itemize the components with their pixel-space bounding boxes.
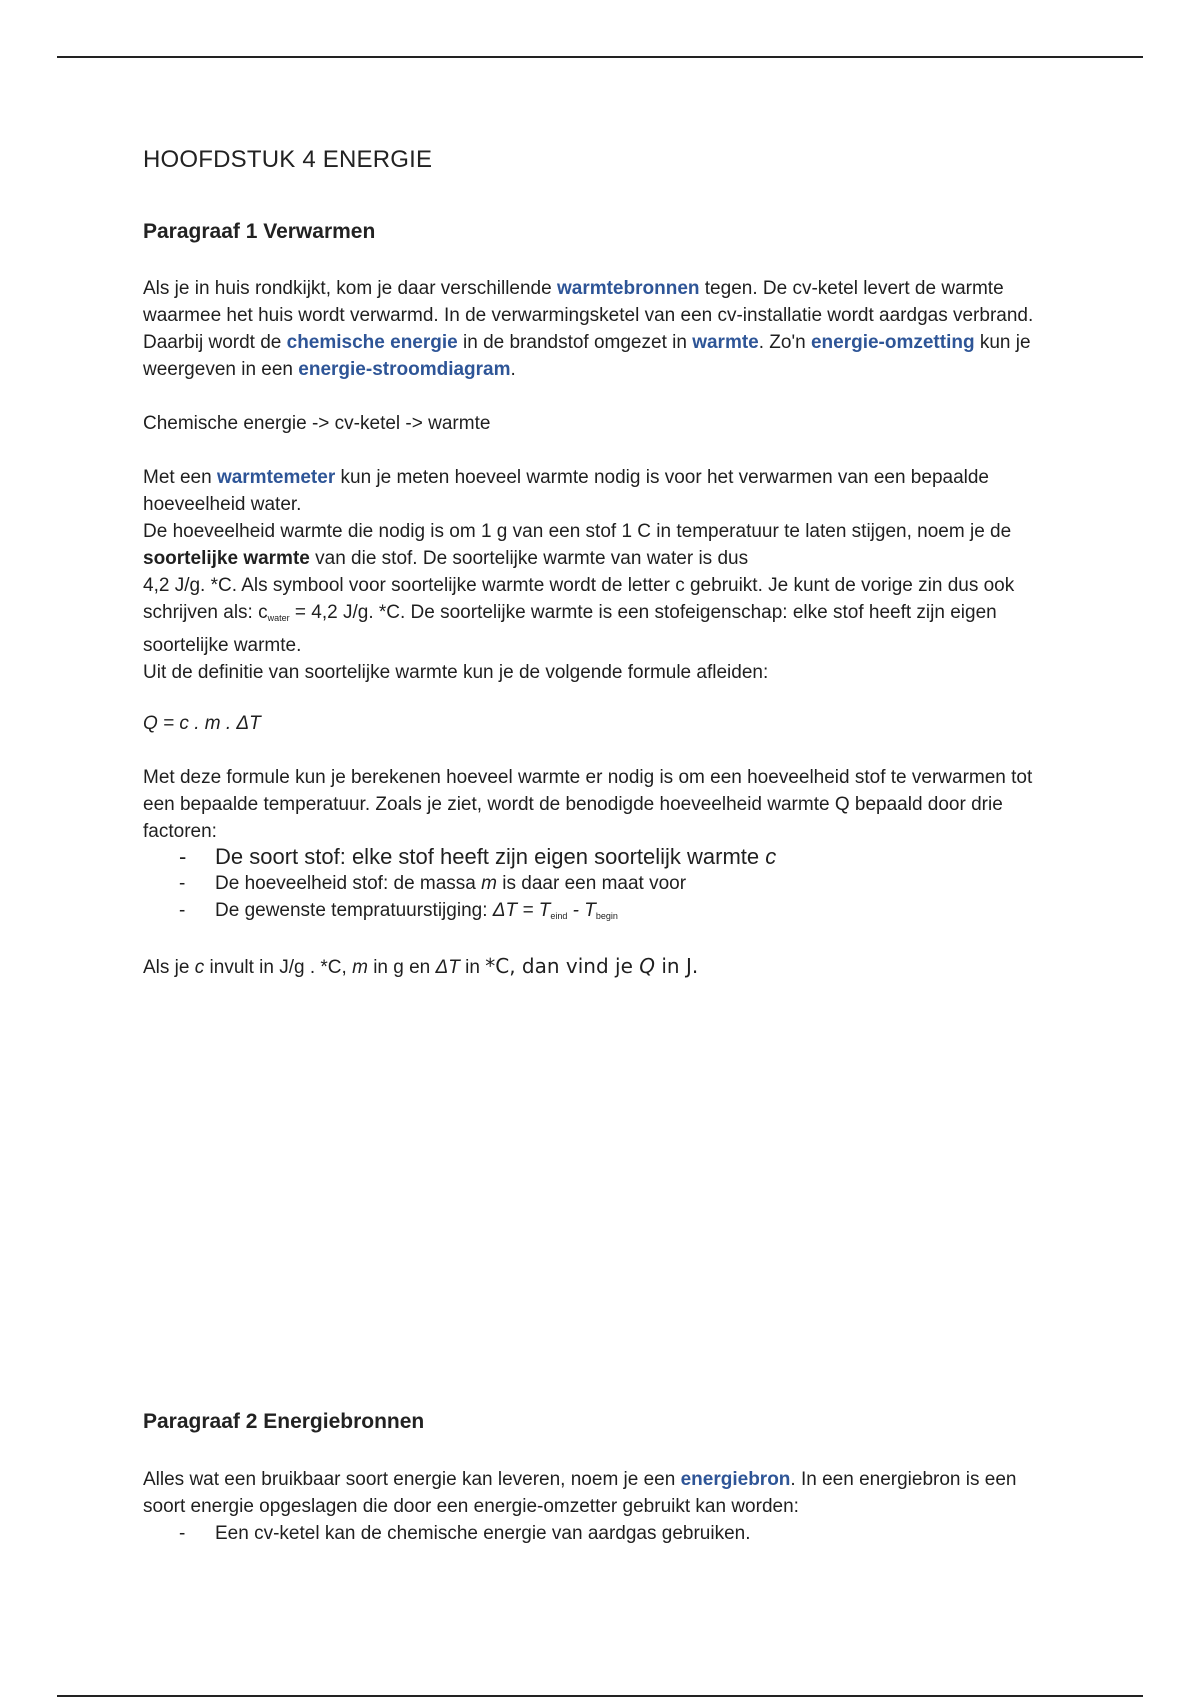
- formula: Q = c . m . ΔT: [143, 713, 261, 734]
- term-energie-stroomdiagram: energie-stroomdiagram: [298, 359, 511, 380]
- section-heading-2: Paragraaf 2 Energiebronnen: [143, 1410, 425, 1433]
- list-item: - De soort stof: elke stof heeft zijn eigen soortelijk warmte c: [179, 843, 1039, 870]
- term-energie-omzetting: energie-omzetting: [810, 332, 975, 353]
- term-warmtemeter: warmtemeter: [216, 467, 336, 488]
- term-warmte: warmte: [692, 332, 759, 353]
- energy-flow-line: Chemische energie -> cv-ketel -> warmte: [143, 413, 491, 434]
- list-item: - De hoeveelheid stof: de massa m is daar een maat voor: [179, 870, 1039, 897]
- list-item: - Een cv-ketel kan de chemische energie van aardgas gebruiken.: [179, 1520, 1039, 1547]
- section-heading-1: Paragraaf 1 Verwarmen: [143, 220, 376, 243]
- paragraph-intro: Als je in huis rondkijkt, kom je daar verschillende warmtebronnen tegen. De cv-ketel levert de warmte waarmee het huis wordt verwarmd. In de verwarmingsketel van een cv-installatie wordt aardgas verbrand. Daarbij wordt de chemische energie in de brandstof omgezet in warmte. Zo'n energie-omzetting kun je weergeven in een energie-stroomdiagram.: [143, 278, 1034, 380]
- list-item: - De gewenste tempratuurstijging: $\Delta T = T_{eind} - T_{begin}$: [179, 897, 1039, 930]
- paragraph-units: Als je c invult in J/g . *C, m in g en ΔT in *C, dan vind je Q in J.: [143, 954, 699, 978]
- paragraph-energiebronnen: Alles wat een bruikbaar soort energie kan leveren, noem je een energiebron. In een energiebron is een soort energie opgeslagen die door een energie-omzetter gebruikt kan worden:: [143, 1469, 1017, 1517]
- energiebron-list: [179, 1520, 1039, 1547]
- header-rule: [57, 56, 1143, 58]
- chapter-title: HOOFDSTUK 4 ENERGIE: [143, 146, 433, 173]
- factor-list: [179, 843, 1039, 930]
- footer-rule: [57, 1695, 1143, 1697]
- term-soortelijke-warmte: soortelijke warmte: [143, 548, 310, 569]
- paragraph-formula-explanation: Met deze formule kun je berekenen hoeveel warmte er nodig is om een hoeveelheid stof te verwarmen tot een bepaalde temperatuur. Zoals je ziet, wordt de benodigde hoeveelheid warmte Q bepaald door drie factoren:: [143, 767, 1033, 842]
- term-warmtebronnen: warmtebronnen: [556, 278, 700, 299]
- term-energiebron: energiebron: [680, 1469, 791, 1490]
- term-chemische-energie: chemische energie: [286, 332, 458, 353]
- paragraph-warmtemeter: Met een warmtemeter kun je meten hoeveel warmte nodig is voor het verwarmen van een bepaalde hoeveelheid water. De hoeveelheid warmte die nodig is om 1 g van een stof 1 C in temperatuur te laten stijgen, noem je de soortelijke warmte van die stof. De soortelijke warmte van water is dus 4,2 J/g. *C. Als symbool voor soortelijke warmte wordt de letter c gebruikt. Je kunt de vorige zin dus ook schrijven als: $c_{water} = 4,2$ J/g. *C. De soortelijke warmte is een stofeigenschap: elke stof heeft zijn eigen soortelijke warmte. Uit de definitie van soortelijke warmte kun je de volgende formule afleiden:: [143, 467, 1015, 683]
